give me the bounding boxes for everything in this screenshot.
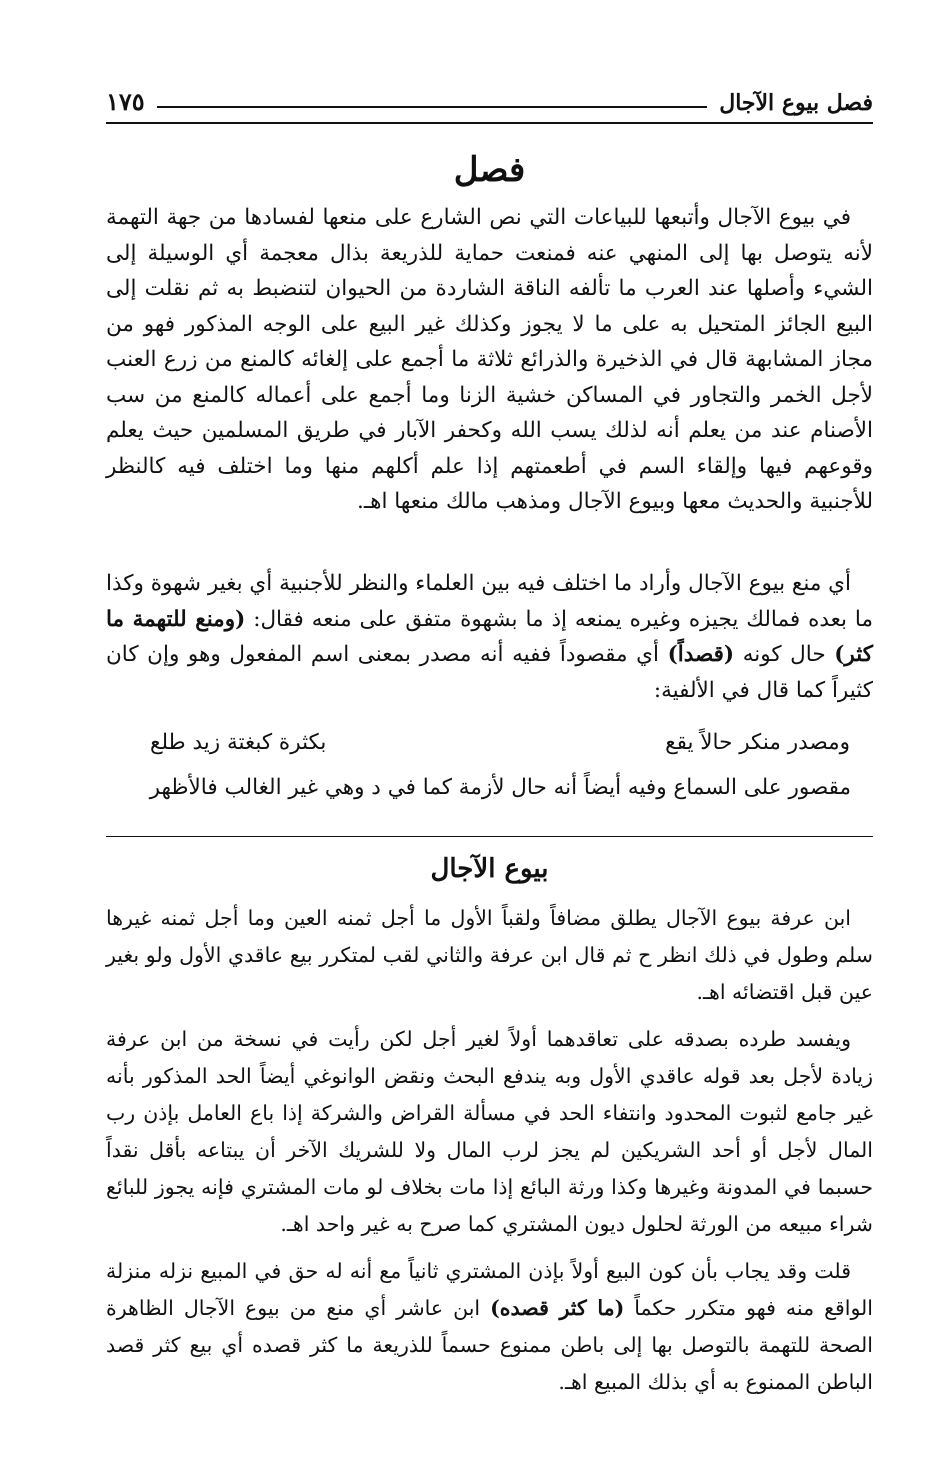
footnote-p3-text-a: قلت وقد يجاب بأن كون البيع أولاً بإذن المشتري ثانياً مع أنه له حق في المبيع نزله منزلة الواقع منه فهو متكرر حكماً: [106, 1259, 874, 1320]
footnote-heading: بيوع الآجال: [430, 854, 549, 884]
running-title: فصل بيوع الآجال: [719, 90, 873, 116]
footnote-bold-term: (ما كثر قصده): [490, 1296, 625, 1320]
verse-hemistich-1: ومصدر منكر حالاً يقع: [665, 730, 850, 755]
main-text-block: [106, 200, 873, 520]
footnote-paragraph-2: ويفسد طرده بصدقه على تعاقدهما أولاً لغير أجل لكن رأيت في نسخة من ابن عرفة زيادة لأجل بعد قوله عاقدي الأول وبه يندفع البحث ونقض الوانوغي أيضاً الحد المذكور بأنه غير جامع لثبوت المحدود وانتفاء الحد في مسألة القراض والشركة إذا باع العامل بإذن رب المال لأجل أو أحد الشريكين لم يجز لرب المال ولا للشريك الآخر أن يبتاعه بأقل نقداً حسبما في المدونة وغيرها وكذا ورثة البائع إذا مات بخلاف لو مات المشتري فإنه يجوز للبائع شراء مبيعه من الورثة لحلول ديون المشتري كما صرح به غير واحد اهـ.: [106, 1027, 874, 1236]
page-number: ١٧٥: [106, 87, 145, 116]
poetry-verse: [150, 730, 850, 755]
main-paragraph-2: [106, 566, 873, 708]
verse-hemistich-2: بكثرة كبغتة زيد طلع: [150, 730, 327, 755]
footnote-separator: [106, 836, 873, 837]
footnote-paragraph-3: [106, 1253, 873, 1401]
after-verse-line: مقصور على السماع وفيه أيضاً أنه حال لأزمة كما في د وهي غير الغالب فالأظهر: [149, 775, 851, 800]
footnote-paragraph-1: ابن عرفة بيوع الآجال يطلق مضافاً ولقباً الأول ما أجل ثمنه العين وما أجل ثمنه غيرها سلم وطول في ذلك انظر ح ثم قال ابن عرفة والثاني لقب لمتكرر بيع عاقدي الأول ولو بغير عين قبل اقتضائه اهـ.: [106, 906, 873, 1004]
paragraph2-text-c: أي مقصوداً ففيه أنه مصدر بمعنى اسم المفعول وهو وإن كان كثيراً كما قال في الألفية:: [106, 642, 873, 703]
bold-term-1: (ومنع للتهمة ما كثر): [106, 606, 873, 667]
bold-term-2: (قصداً): [667, 642, 735, 667]
paragraph2-text-b: حال كونه: [734, 642, 835, 667]
main-paragraph-1: في بيوع الآجال وأتبعها للبياعات التي نص الشارع على منعها لفسادها من جهة التهمة لأنه يتوصل بها إلى المنهي عنه فمنعت حماية للذريعة بذال معجمة أي الوسيلة إلى الشيء وأصلها عند العرب ما تألفه الناقة الشاردة من الحيوان لتنضبط به ثم نقلت إلى البيع الجائز المتحيل به على ما لا يجوز وكذلك غير البيع على الوجه المذكور فهو من مجاز المشابهة قال في الذخيرة والذرائع ثلاثة ما أجمع على إلغائه كالمنع من زرع العنب لأجل الخمر والتجاور في المساكن خشية الزنا وما أجمع على أعماله كالمنع من سب الأصنام عند من يعلم أنه لذلك يسب الله وكحفر الآبار في طريق المسلمين حيث يعلم وقوعهم فيها وإلقاء السم في أطعمتهم إذا علم أكلهم منها وما اختلف فيه كالنظر للأجنبية والحديث معها وبيوع الآجال ومذهب مالك منعها اهـ.: [106, 205, 873, 514]
section-heading: فصل: [453, 150, 526, 190]
header-leader-line: [157, 106, 708, 108]
main-text-block-2: [106, 566, 873, 708]
footnote-p3-text-b: ابن عاشر أي منع من بيوع الآجال الظاهرة الصحة للتهمة بالتوصل بها إلى باطن ممنوع حسماً للذريعة ما كثر قصده أي بيع كثر قصد الباطن الممنوع به أي بذلك المبيع اهـ.: [106, 1296, 873, 1394]
header-rule: [106, 122, 873, 124]
running-header: [106, 84, 873, 116]
paragraph2-text-a: أي منع بيوع الآجال وأراد ما اختلف فيه بين العلماء والنظر للأجنبية أي بغير شهوة وكذا ما بعده فمالك يجيزه وغيره يمنعه إذ ما بشهوة متفق على منعه فقال:: [106, 571, 873, 632]
footnote-text-block: [106, 900, 873, 1401]
